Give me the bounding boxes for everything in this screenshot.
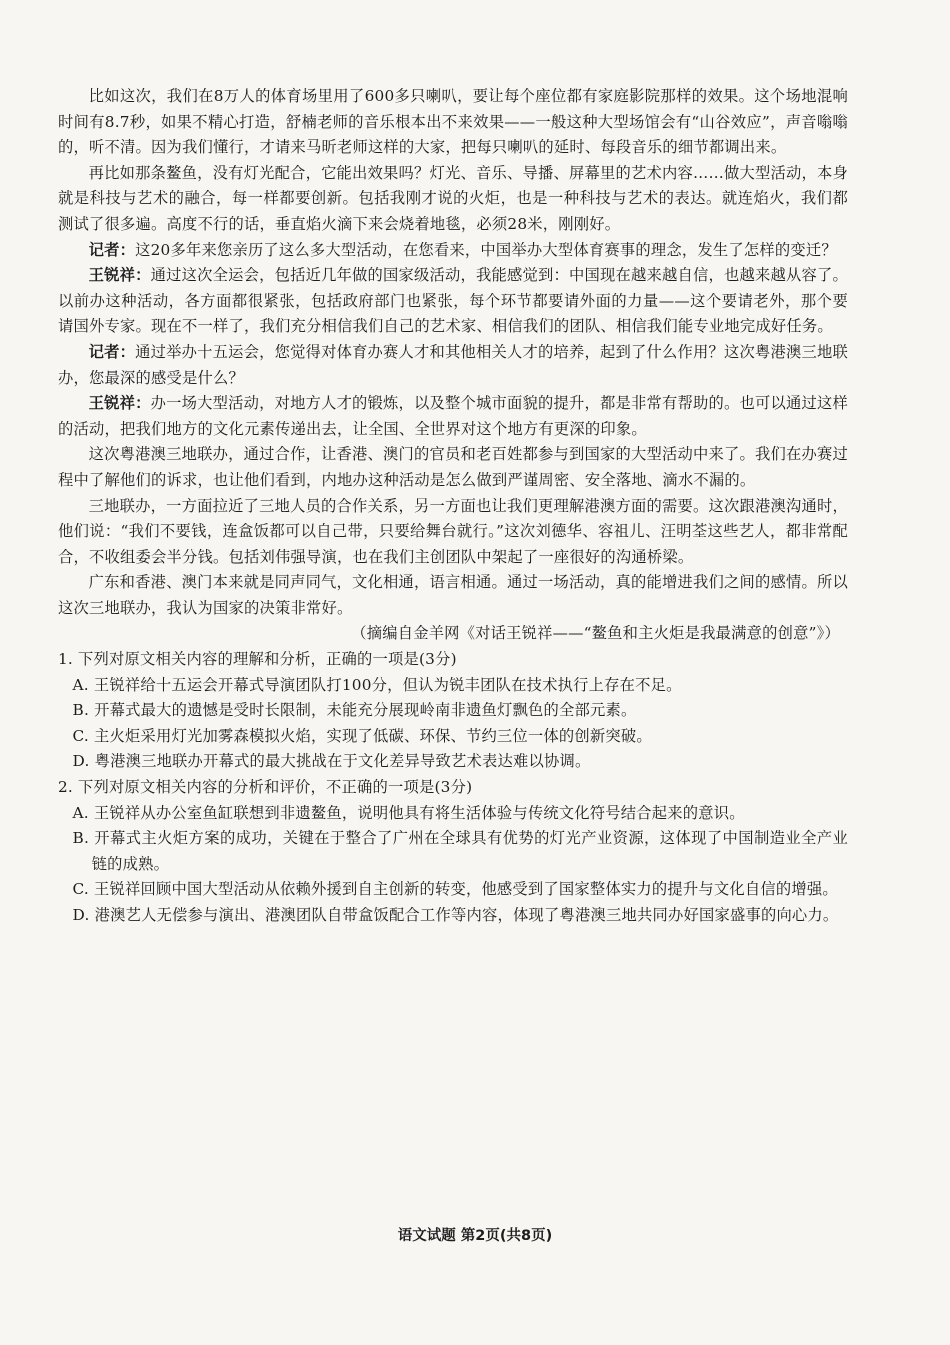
paragraph-text: 办一场大型活动，对地方人才的锻炼，以及整个城市面貌的提升，都是非常有帮助的。也可以通过这样的活动，把我们地方的文化元素传递出去，让全国、全世界对这个地方有更深的印象。 — [58, 394, 848, 438]
paragraph-text: 再比如那条鳌鱼，没有灯光配合，它能出效果吗？灯光、音乐、导播、屏幕里的艺术内容……做大型活动，本身就是科技与艺术的融合，每一样都要创新。包括我刚才说的火炬，也是一种科技与艺术的表达。就连焰火，我们都测试了很多遍。高度不行的话，垂直焰火滴下来会烧着地毯，必须28米，刚刚好。 — [58, 163, 848, 233]
page-footer: 语文试题 第2页(共8页) — [397, 1228, 553, 1244]
article-paragraph — [58, 161, 848, 238]
answer-option: C. 王锐祥回顾中国大型活动从依赖外援到自主创新的转变，他感受到了国家整体实力的提升与文化自信的增强。 — [72, 880, 838, 899]
article-paragraph — [58, 340, 848, 391]
paragraph-text: 广东和香港、澳门本来就是同声同气，文化相通，语言相通。通过一场活动，真的能增进我们之间的感情。所以这次三地联办，我认为国家的决策非常好。 — [58, 573, 848, 617]
question-list — [58, 647, 848, 929]
speaker-label: 王锐祥： — [88, 266, 151, 285]
paragraph-text: 通过这次全运会，包括近几年做的国家级活动，我能感觉到：中国现在越来越自信，也越来越从容了。以前办这种活动，各方面都很紧张，包括政府部门也紧张，每个环节都要请外面的力量——这个要请老外，那个要请国外专家。现在不一样了，我们充分相信我们自己的艺术家、相信我们的团队、相信我们能专业地完成好任务。 — [58, 266, 848, 336]
paragraph-text: 这20多年来您亲历了这么多大型活动，在您看来，中国举办大型体育赛事的理念，发生了怎样的变迁？ — [135, 240, 837, 259]
speaker-label: 王锐祥： — [88, 394, 151, 413]
paragraph-text: 比如这次，我们在8万人的体育场里用了600多只喇叭，要让每个座位都有家庭影院那样的效果。这个场地混响时间有8.7秒，如果不精心打造，舒楠老师的音乐根本出不来效果——一般这种大型场馆会有“山谷效应”，声音嗡嗡的，听不清。因为我们懂行，才请来马昕老师这样的大家，把每只喇叭的延时、每段音乐的细节都调出来。 — [58, 87, 848, 157]
answer-option: A. 王锐祥从办公室鱼缸联想到非遗鳌鱼，说明他具有将生活体验与传统文化符号结合起来的意识。 — [72, 803, 745, 822]
article-body — [58, 84, 848, 621]
question-stem: 1. 下列对原文相关内容的理解和分析，正确的一项是(3分) — [58, 650, 457, 669]
article-paragraph — [58, 570, 848, 621]
answer-option: B. 开幕式最大的遗憾是受时长限制，未能充分展现岭南非遗鱼灯飘色的全部元素。 — [72, 701, 637, 720]
exam-page — [58, 84, 848, 929]
answer-option: B. 开幕式主火炬方案的成功，关键在于整合了广州在全球具有优势的灯光产业资源，这体现了中国制造业全产业链的成熟。 — [72, 829, 848, 873]
article-paragraph — [58, 263, 848, 340]
answer-option: D. 港澳艺人无偿参与演出、港澳团队自带盒饭配合工作等内容，体现了粤港澳三地共同办好国家盛事的向心力。 — [72, 906, 839, 924]
article-paragraph — [58, 442, 848, 493]
question — [58, 647, 848, 775]
article-source: （摘编自金羊网《对话王锐祥——“鳌鱼和主火炬是我最满意的创意”》） — [351, 624, 840, 643]
speaker-label: 记者： — [88, 342, 136, 361]
question-stem: 2. 下列对原文相关内容的分析和评价，不正确的一项是(3分) — [58, 778, 473, 797]
paragraph-text: 通过举办十五运会，您觉得对体育办赛人才和其他相关人才的培养，起到了什么作用？这次粤港澳三地联办，您最深的感受是什么？ — [58, 342, 848, 387]
article-paragraph — [58, 84, 848, 161]
article-paragraph — [58, 238, 848, 264]
answer-option: D. 粤港澳三地联办开幕式的最大挑战在于文化差异导致艺术表达难以协调。 — [72, 752, 591, 771]
article-paragraph — [58, 494, 848, 571]
paragraph-text: 三地联办，一方面拉近了三地人员的合作关系，另一方面也让我们更理解港澳方面的需要。这次跟港澳沟通时，他们说：“我们不要钱，连盒饭都可以自己带，只要给舞台就行。”这次刘德华、容祖儿、汪明荃这些艺人，都非常配合，不收组委会半分钱。包括刘伟强导演，也在我们主创团队中架起了一座很好的沟通桥梁。 — [58, 496, 848, 566]
question — [58, 775, 848, 929]
paragraph-text: 这次粤港澳三地联办，通过合作，让香港、澳门的官员和老百姓都参与到国家的大型活动中来了。我们在办赛过程中了解他们的诉求，也让他们看到，内地办这种活动是怎么做到严谨周密、安全落地、滴水不漏的。 — [58, 445, 848, 489]
speaker-label: 记者： — [88, 240, 136, 259]
article-paragraph — [58, 391, 848, 442]
answer-option: A. 王锐祥给十五运会开幕式导演团队打100分，但认为锐丰团队在技术执行上存在不足。 — [72, 675, 682, 694]
answer-option: C. 主火炬采用灯光加雾森模拟火焰，实现了低碳、环保、节约三位一体的创新突破。 — [72, 726, 652, 745]
